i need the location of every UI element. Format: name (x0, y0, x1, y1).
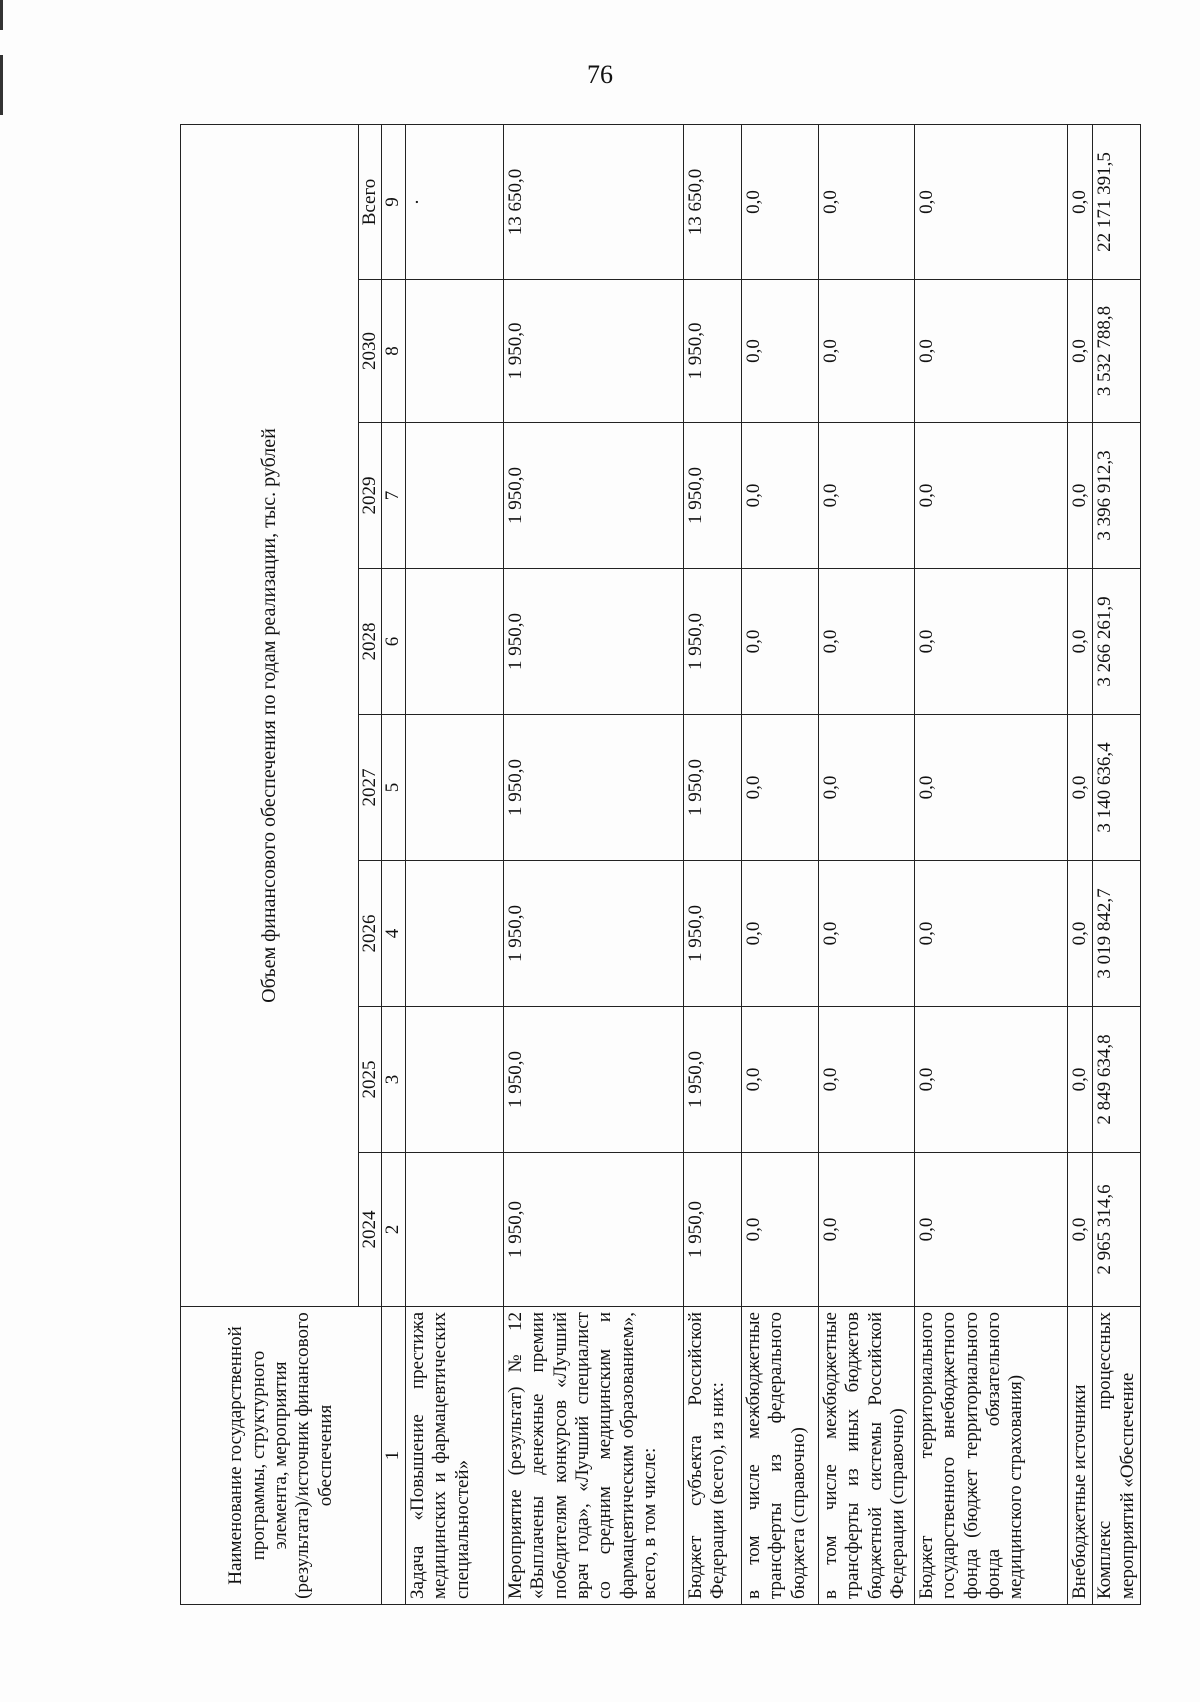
column-number: 6 (382, 569, 405, 715)
cell-value: 0,0 (741, 715, 818, 861)
cell-value: 0,0 (1067, 124, 1092, 279)
cell-value (405, 423, 503, 569)
cell-value: 1 950,0 (683, 715, 741, 861)
column-number: 5 (382, 715, 405, 861)
cell-value: 1 950,0 (503, 569, 683, 715)
cell-value: 0,0 (1067, 1153, 1092, 1307)
cell-value: 13 650,0 (683, 124, 741, 279)
header-year: 2028 (359, 569, 382, 715)
table-row (683, 124, 741, 1604)
row-name: Бюджет территориального государственного внебюджетного фонда (бюджет территориального фонда обязательного медицинского страхования) (914, 1307, 1067, 1605)
cell-value: 0,0 (914, 1153, 1067, 1307)
cell-value: 1 950,0 (503, 715, 683, 861)
cell-value: 0,0 (741, 569, 818, 715)
header-year: 2024 (359, 1153, 382, 1307)
cell-value: 0,0 (818, 124, 914, 279)
header-name-column: Наименование государственной программы, структурного элемента, мероприятия (результата)/источник финансового обеспечения (181, 1307, 382, 1605)
cell-value: 0,0 (741, 861, 818, 1007)
row-name: Бюджет субъекта Российской Федерации (всего), из них: (683, 1307, 741, 1605)
cell-value (405, 569, 503, 715)
row-name: в том числе межбюджетные трансферты из федерального бюджета (справочно) (741, 1307, 818, 1605)
row-name: Задача «Повышение престижа медицинских и фармацевтических специальностей» (405, 1307, 503, 1605)
cell-value: 0,0 (818, 861, 914, 1007)
cell-value: 1 950,0 (683, 861, 741, 1007)
cell-value: 0,0 (818, 280, 914, 423)
table-row (405, 124, 503, 1604)
table-row (1067, 124, 1092, 1604)
cell-value: 0,0 (914, 861, 1067, 1007)
table-row (741, 124, 818, 1604)
cell-value: 3 532 788,8 (1093, 280, 1141, 423)
column-number: 8 (382, 280, 405, 423)
cell-value: 1 950,0 (503, 861, 683, 1007)
row-name: Мероприятие (результат) № 12 «Выплачены денежные премии победителям конкурсов «Лучший врач года», «Лучший специалист со средним медицинским и фармацевтическим образованием», всего, в том числе: (503, 1307, 683, 1605)
header-year: 2025 (359, 1007, 382, 1153)
rotated-table-container (180, 125, 1140, 1605)
cell-value: 3 266 261,9 (1093, 569, 1141, 715)
cell-value: 0,0 (818, 569, 914, 715)
cell-value: 0,0 (1067, 423, 1092, 569)
cell-value: 2 965 314,6 (1093, 1153, 1141, 1307)
scan-edge-mark (0, 55, 3, 115)
column-number: 7 (382, 423, 405, 569)
cell-value (405, 280, 503, 423)
cell-value (405, 715, 503, 861)
cell-value (405, 861, 503, 1007)
cell-value: 0,0 (914, 280, 1067, 423)
cell-value: · (405, 124, 503, 279)
cell-value: 1 950,0 (683, 280, 741, 423)
header-funding-group: Объем финансового обеспечения по годам реализации, тыс. рублей (181, 124, 359, 1306)
row-name: Внебюджетные источники (1067, 1307, 1092, 1605)
cell-value: 1 950,0 (503, 423, 683, 569)
cell-value: 0,0 (1067, 569, 1092, 715)
header-year: 2026 (359, 861, 382, 1007)
table-row (914, 124, 1067, 1604)
cell-value: 0,0 (741, 124, 818, 279)
cell-value: 0,0 (914, 1007, 1067, 1153)
cell-value: 1 950,0 (683, 423, 741, 569)
cell-value: 0,0 (1067, 280, 1092, 423)
table-row (503, 124, 683, 1604)
cell-value: 0,0 (741, 1153, 818, 1307)
cell-value: 3 140 636,4 (1093, 715, 1141, 861)
header-year: 2029 (359, 423, 382, 569)
cell-value: 0,0 (1067, 1007, 1092, 1153)
scan-edge-mark (0, 0, 3, 30)
cell-value: 1 950,0 (503, 1153, 683, 1307)
column-number: 3 (382, 1007, 405, 1153)
cell-value: 3 019 842,7 (1093, 861, 1141, 1007)
cell-value: 0,0 (914, 423, 1067, 569)
cell-value: 0,0 (741, 280, 818, 423)
cell-value: 1 950,0 (503, 1007, 683, 1153)
header-total: Всего (359, 124, 382, 279)
cell-value: 0,0 (914, 715, 1067, 861)
cell-value: 13 650,0 (503, 124, 683, 279)
cell-value: 0,0 (914, 124, 1067, 279)
cell-value: 0,0 (741, 423, 818, 569)
cell-value: 0,0 (818, 423, 914, 569)
cell-value: 3 396 912,3 (1093, 423, 1141, 569)
cell-value: 22 171 391,5 (1093, 124, 1141, 279)
cell-value: 0,0 (818, 1007, 914, 1153)
cell-value: 0,0 (1067, 861, 1092, 1007)
row-name: в том числе межбюджетные трансферты из иных бюджетов бюджетной системы Российской Федерации (справочно) (818, 1307, 914, 1605)
cell-value: 1 950,0 (683, 1007, 741, 1153)
cell-value: 1 950,0 (503, 280, 683, 423)
cell-value: 1 950,0 (683, 569, 741, 715)
column-number: 9 (382, 124, 405, 279)
cell-value: 0,0 (914, 569, 1067, 715)
column-number: 4 (382, 861, 405, 1007)
header-year: 2030 (359, 280, 382, 423)
table-row (1093, 124, 1141, 1604)
cell-value (405, 1007, 503, 1153)
financing-table (180, 124, 1141, 1605)
cell-value: 2 849 634,8 (1093, 1007, 1141, 1153)
cell-value: 0,0 (741, 1007, 818, 1153)
cell-value: 0,0 (818, 715, 914, 861)
cell-value: 1 950,0 (683, 1153, 741, 1307)
column-number: 2 (382, 1153, 405, 1307)
cell-value: 0,0 (818, 1153, 914, 1307)
cell-value (405, 1153, 503, 1307)
cell-value: 0,0 (1067, 715, 1092, 861)
page-number: 76 (587, 60, 613, 89)
row-name: Комплекс процессных мероприятий «Обеспечение (1093, 1307, 1141, 1605)
column-number: 1 (382, 1307, 405, 1605)
header-year: 2027 (359, 715, 382, 861)
table-row (818, 124, 914, 1604)
